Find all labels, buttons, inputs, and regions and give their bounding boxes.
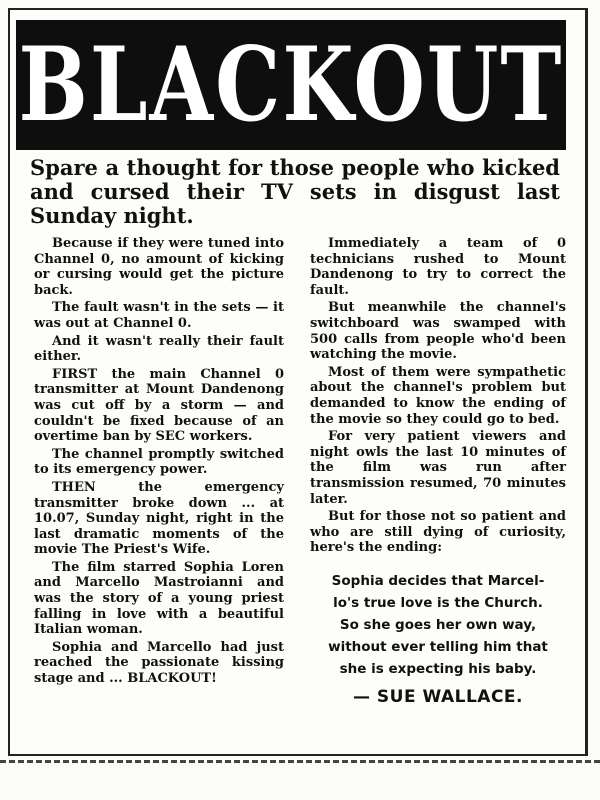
- ending-line: So she goes her own way,: [339, 616, 537, 633]
- paragraph: Immediately a team of 0 technicians rushed to Mount Dandenong to try to correct the fault.: [310, 236, 566, 298]
- ending-line: she is expecting his baby.: [339, 660, 537, 677]
- paragraph: Most of them were sympathetic about the channel's problem but demanded to know the ending of the movie so they could go to bed.: [310, 364, 566, 427]
- paragraph: But meanwhile the channel's switchboard was swamped with 500 calls from people who'd been watching the movie.: [310, 300, 566, 363]
- paragraph: The channel promptly switched to its emergency power.: [34, 446, 284, 478]
- movie-ending: [310, 570, 566, 680]
- paragraph: And it wasn't really their fault either.: [34, 333, 284, 365]
- ending-line: Sophia decides that Marcel-: [331, 572, 545, 589]
- masthead-banner: [16, 20, 566, 150]
- paragraph: Because if they were tuned into Channel 0, no amount of kicking or cursing would get the picture back.: [34, 236, 284, 298]
- headline: BLACKOUT: [18, 25, 564, 145]
- left-column: [34, 236, 284, 689]
- paragraph: THEN the emergency transmitter broke down ... at 10.07, Sunday night, right in the last dramatic moments of the movie The Priest's Wife.: [34, 479, 284, 558]
- paragraph: But for those not so patient and who are still dying of curiosity, here's the ending:: [310, 509, 566, 556]
- paragraph: For very patient viewers and night owls the last 10 minutes of the film was run after transmission resumed, 70 minutes later.: [310, 429, 566, 507]
- paragraph: Sophia and Marcello had just reached the passionate kissing stage and ... BLACKOUT!: [34, 639, 284, 687]
- paragraph: FIRST the main Channel 0 transmitter at Mount Dandenong was cut off by a storm — and couldn't be fixed because of an overtime ban by SEC workers.: [34, 366, 284, 445]
- page-divider: [0, 760, 600, 763]
- ending-line: without ever telling him that: [328, 638, 548, 655]
- paragraph: The fault wasn't in the sets — it was out at Channel 0.: [34, 300, 284, 331]
- byline: — SUE WALLACE.: [352, 686, 523, 707]
- paragraph: The film starred Sophia Loren and Marcello Mastroianni and was the story of a young priest falling in love with a beautiful Italian woman.: [34, 559, 284, 638]
- ending-line: lo's true love is the Church.: [333, 594, 543, 611]
- right-column: [310, 236, 566, 705]
- standfirst: Spare a thought for those people who kicked and cursed their TV sets in disgust last Sunday night.: [30, 155, 560, 228]
